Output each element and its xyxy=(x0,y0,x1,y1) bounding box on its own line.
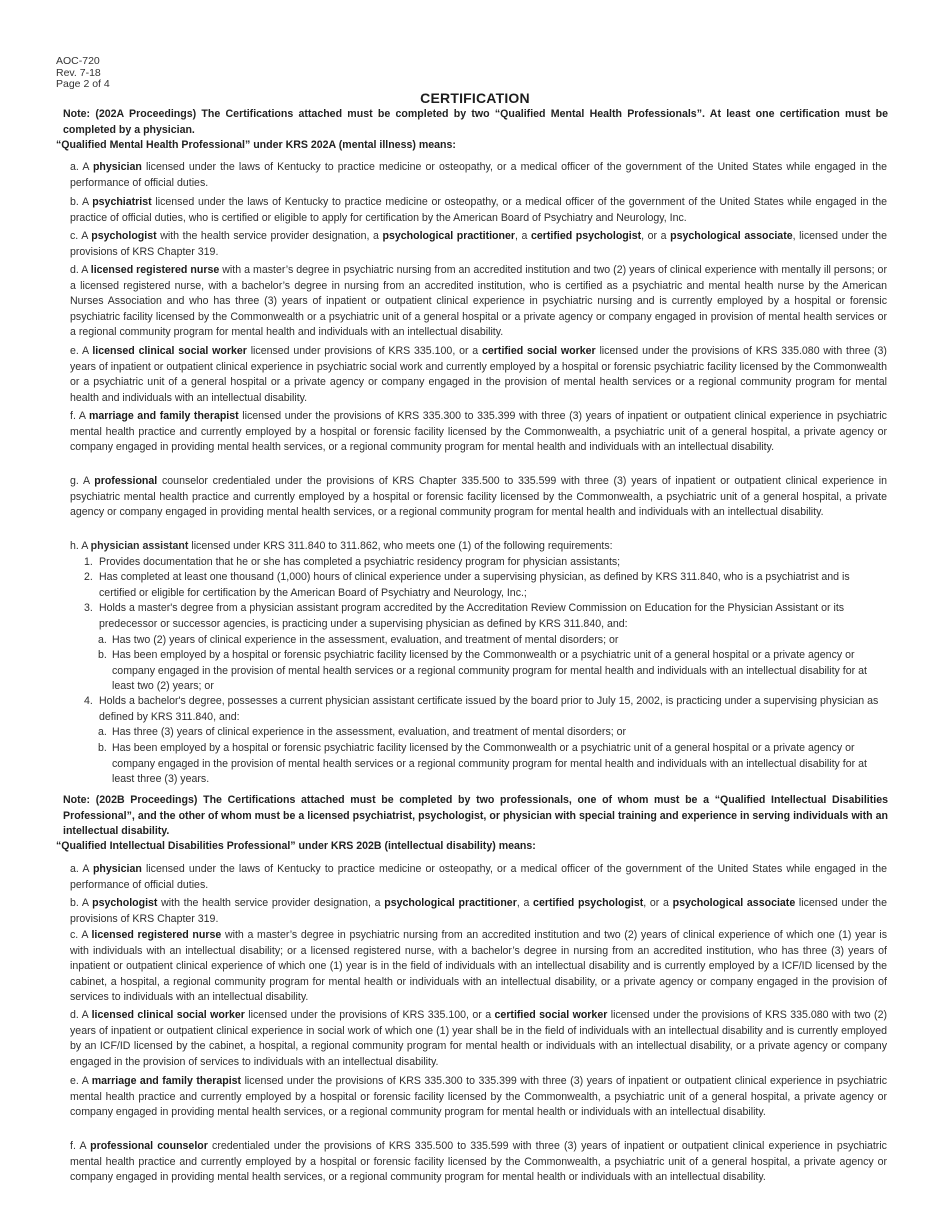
form-revision: Rev. 7-18 xyxy=(56,66,101,79)
form-header xyxy=(56,56,110,91)
pa-requirement-4a: a. Has three (3) years of clinical experience in the assessment, evaluation, and treatment of mental disorders; or xyxy=(98,726,627,738)
pa-requirement-4b: b. Has been employed by a hospital or forensic psychiatric facility licensed by the Commonwealth or a psychiatric unit of a general hospital or a private agency or company engaged in the provision of mental health services or a regional community program for mental health and individuals with an intellectual disability for at least three (3) years. xyxy=(98,742,867,786)
qmhp-item-f: f. A marriage and family therapist licensed under the provisions of KRS 335.300 to 335.399 with three (3) years of inpatient or outpatient clinical experience in psychiatric mental health practice and currently employed by a hospital or forensic facility licensed by the Commonwealth, a psychiatric unit of a general hospital, a private agency or company engaged in providing mental health services, or a regional community program for mental health and individuals with an intellectual disability. xyxy=(70,410,887,454)
pa-requirement-3a: a. Has two (2) years of clinical experience in the assessment, evaluation, and treatment of mental disorders; or xyxy=(98,634,619,646)
qmhp-item-d: d. A licensed registered nurse with a master’s degree in psychiatric nursing from an accredited institution and two (2) years of clinical experience with mentally ill persons; or a licensed registered nurse, with a bachelor’s degree in nursing from an accredited institution, who is certified as a psychiatric and mental health nurse by the American Nurses Association and who has three (3) years of inpatient or outpatient clinical experience in psychiatric nursing and is currently employed by a hospital or forensic psychiatric facility licensed by the Commonwealth or a psychiatric unit of a general hospital or a private agency or company engaged in provision of mental health services or a regional community program for mental health and individuals with an intellectual disability. xyxy=(70,264,887,339)
qmhp-item-a: a. A physician licensed under the laws of Kentucky to practice medicine or osteopathy, or a medical officer of the government of the United States while engaged in the performance of official duties. xyxy=(70,161,887,189)
qidp-item-e: e. A marriage and family therapist licensed under the provisions of KRS 335.300 to 335.399 with three (3) years of inpatient or outpatient clinical experience in psychiatric mental health practice and currently employed by a hospital or forensic facility licensed by the Commonwealth, a psychiatric unit of a general hospital, a private agency or company engaged in providing mental health services, or a regional community program for mental health or individuals with an intellectual disability. xyxy=(70,1075,888,1119)
qidp-item-d: d. A licensed clinical social worker licensed under the provisions of KRS 335.100, or a certified social worker licensed under the provisions of KRS 335.080 with two (2) years of inpatient or outpatient clinical experience in social work of which one (1) year shall be in the field of individuals with an intellectual disability and is currently employed by an ICF/ID licensed by the cabinet, a hospital, a regional community program for mental health or individuals with an intellectual disability, or a private agency or company engaged in the provision of services to individuals with an intellectual disability. xyxy=(70,1009,887,1068)
qmhp-item-b: b. A psychiatrist licensed under the laws of Kentucky to practice medicine or osteopathy, or a medical officer of the government of the United States while engaged in the practice of official duties, who is certified or eligible to apply for certification by the American Board of Psychiatry and Neurology, Inc. xyxy=(70,196,887,224)
pa-requirement-4: 4. Holds a bachelor's degree, possesses a current physician assistant certificate issued by the board prior to July 15, 2002, is practicing under a supervising physician as defined by KRS 311.840, and: xyxy=(84,695,879,723)
qidp-item-b: b. A psychologist with the health service provider designation, a psychological practitioner, a certified psychologist, or a psychological associate licensed under the provisions of KRS Chapter 319. xyxy=(70,897,887,925)
pa-requirement-2: 2. Has completed at least one thousand (1,000) hours of clinical experience under a supervising physician, as defined by KRS 311.840, who is a psychiatrist and is certified or eligible for certification by the American Board of Psychiatry and Neurology, Inc.; xyxy=(84,571,850,599)
qidp-item-c: c. A licensed registered nurse with a master’s degree in psychiatric nursing from an accredited institution and two (2) years of clinical experience of which one (1) year is with individuals with an intellectual disability; or a licensed registered nurse, with a bachelor’s degree in nursing from an accredited institution, who has three (3) years of inpatient or outpatient clinical experience of which one (1) year is in the field of individuals with an intellectual disability and is currently employed by a ICF/ID licensed by the cabinet, a hospital, a regional community program for mental health or individuals with an intellectual disability, or a private agency or company engaged in the provision of services to individuals with an intellectual disability. xyxy=(70,929,887,1004)
heading-qmhp: “Qualified Mental Health Professional” under KRS 202A (mental illness) means: xyxy=(56,139,456,151)
form-id: AOC-720 xyxy=(56,55,100,67)
heading-qidp: “Qualified Intellectual Disabilities Professional” under KRS 202B (intellectual disability) means: xyxy=(56,840,536,852)
page-number: Page 2 of 4 xyxy=(56,78,110,90)
page-title: CERTIFICATION xyxy=(420,90,530,106)
qmhp-item-e: e. A licensed clinical social worker licensed under provisions of KRS 335.100, or a certified social worker licensed under the provisions of KRS 335.080 with three (3) years of inpatient or outpatient clinical experience in psychiatric social work and currently employed by a hospital or forensic psychiatric facility licensed by the Commonwealth or a psychiatric unit of a general hospital or a private agency or company engaged in the provision of mental health services or a regional community program for mental health and individuals with an intellectual disability. xyxy=(70,345,887,404)
qmhp-item-g: g. A professional counselor credentialed under the provisions of KRS Chapter 335.500 to 335.599 with three (3) years of inpatient or outpatient clinical experience in psychiatric mental health practice and currently employed by a hospital or forensic facility licensed by the Commonwealth, a psychiatric unit of a general hospital, a private agency or company engaged in providing mental health services, or a regional community program for mental health and individuals with an intellectual disability. xyxy=(70,475,887,519)
qidp-item-a: a. A physician licensed under the laws of Kentucky to practice medicine or osteopathy, or a medical officer of the government of the United States while engaged in the performance of official duties. xyxy=(70,863,887,891)
qidp-item-f: f. A professional counselor credentialed under the provisions of KRS 335.500 to 335.599 with three (3) years of inpatient or outpatient clinical experience in psychiatric mental health practice and currently employed by a hospital or forensic facility licensed by the Commonwealth, a psychiatric unit of a general hospital, a private agency or company engaged in providing mental health services, or a regional community program for mental health or individuals with an intellectual disability. xyxy=(70,1140,887,1184)
note-202b: Note: (202B Proceedings) The Certifications attached must be completed by two professionals, one of whom must be a “Qualified Intellectual Disabilities Professional”, and the other of whom must be a licensed psychiatrist, psychologist, or physician with special training and experience in serving individuals with an intellectual disability. xyxy=(63,794,888,838)
qmhp-item-h: h. A physician assistant licensed under KRS 311.840 to 311.862, who meets one (1) of the following requirements: xyxy=(70,540,613,552)
note-202a: Note: (202A Proceedings) The Certifications attached must be completed by two “Qualified Mental Health Professionals”. At least one certification must be completed by a physician. xyxy=(63,108,888,136)
pa-requirement-1: 1. Provides documentation that he or she has completed a psychiatric residency program for physician assistants; xyxy=(84,556,621,568)
pa-requirement-3b: b. Has been employed by a hospital or forensic psychiatric facility licensed by the Commonwealth or a psychiatric unit of a general hospital or a private agency or company engaged in the provision of mental health services or a regional community program for mental health and individuals with an intellectual disability for at least two (2) years; or xyxy=(98,649,867,693)
qmhp-item-c: c. A psychologist with the health service provider designation, a psychological practitioner, a certified psychologist, or a psychological associate, licensed under the provisions of KRS Chapter 319. xyxy=(70,230,887,258)
pa-requirement-3: 3. Holds a master's degree from a physician assistant program accredited by the Accreditation Review Commission on Education for the Physician Assistant or its predecessor or successor agencies, is practicing under a supervising physician as defined by KRS 311.840, and: xyxy=(84,602,845,630)
